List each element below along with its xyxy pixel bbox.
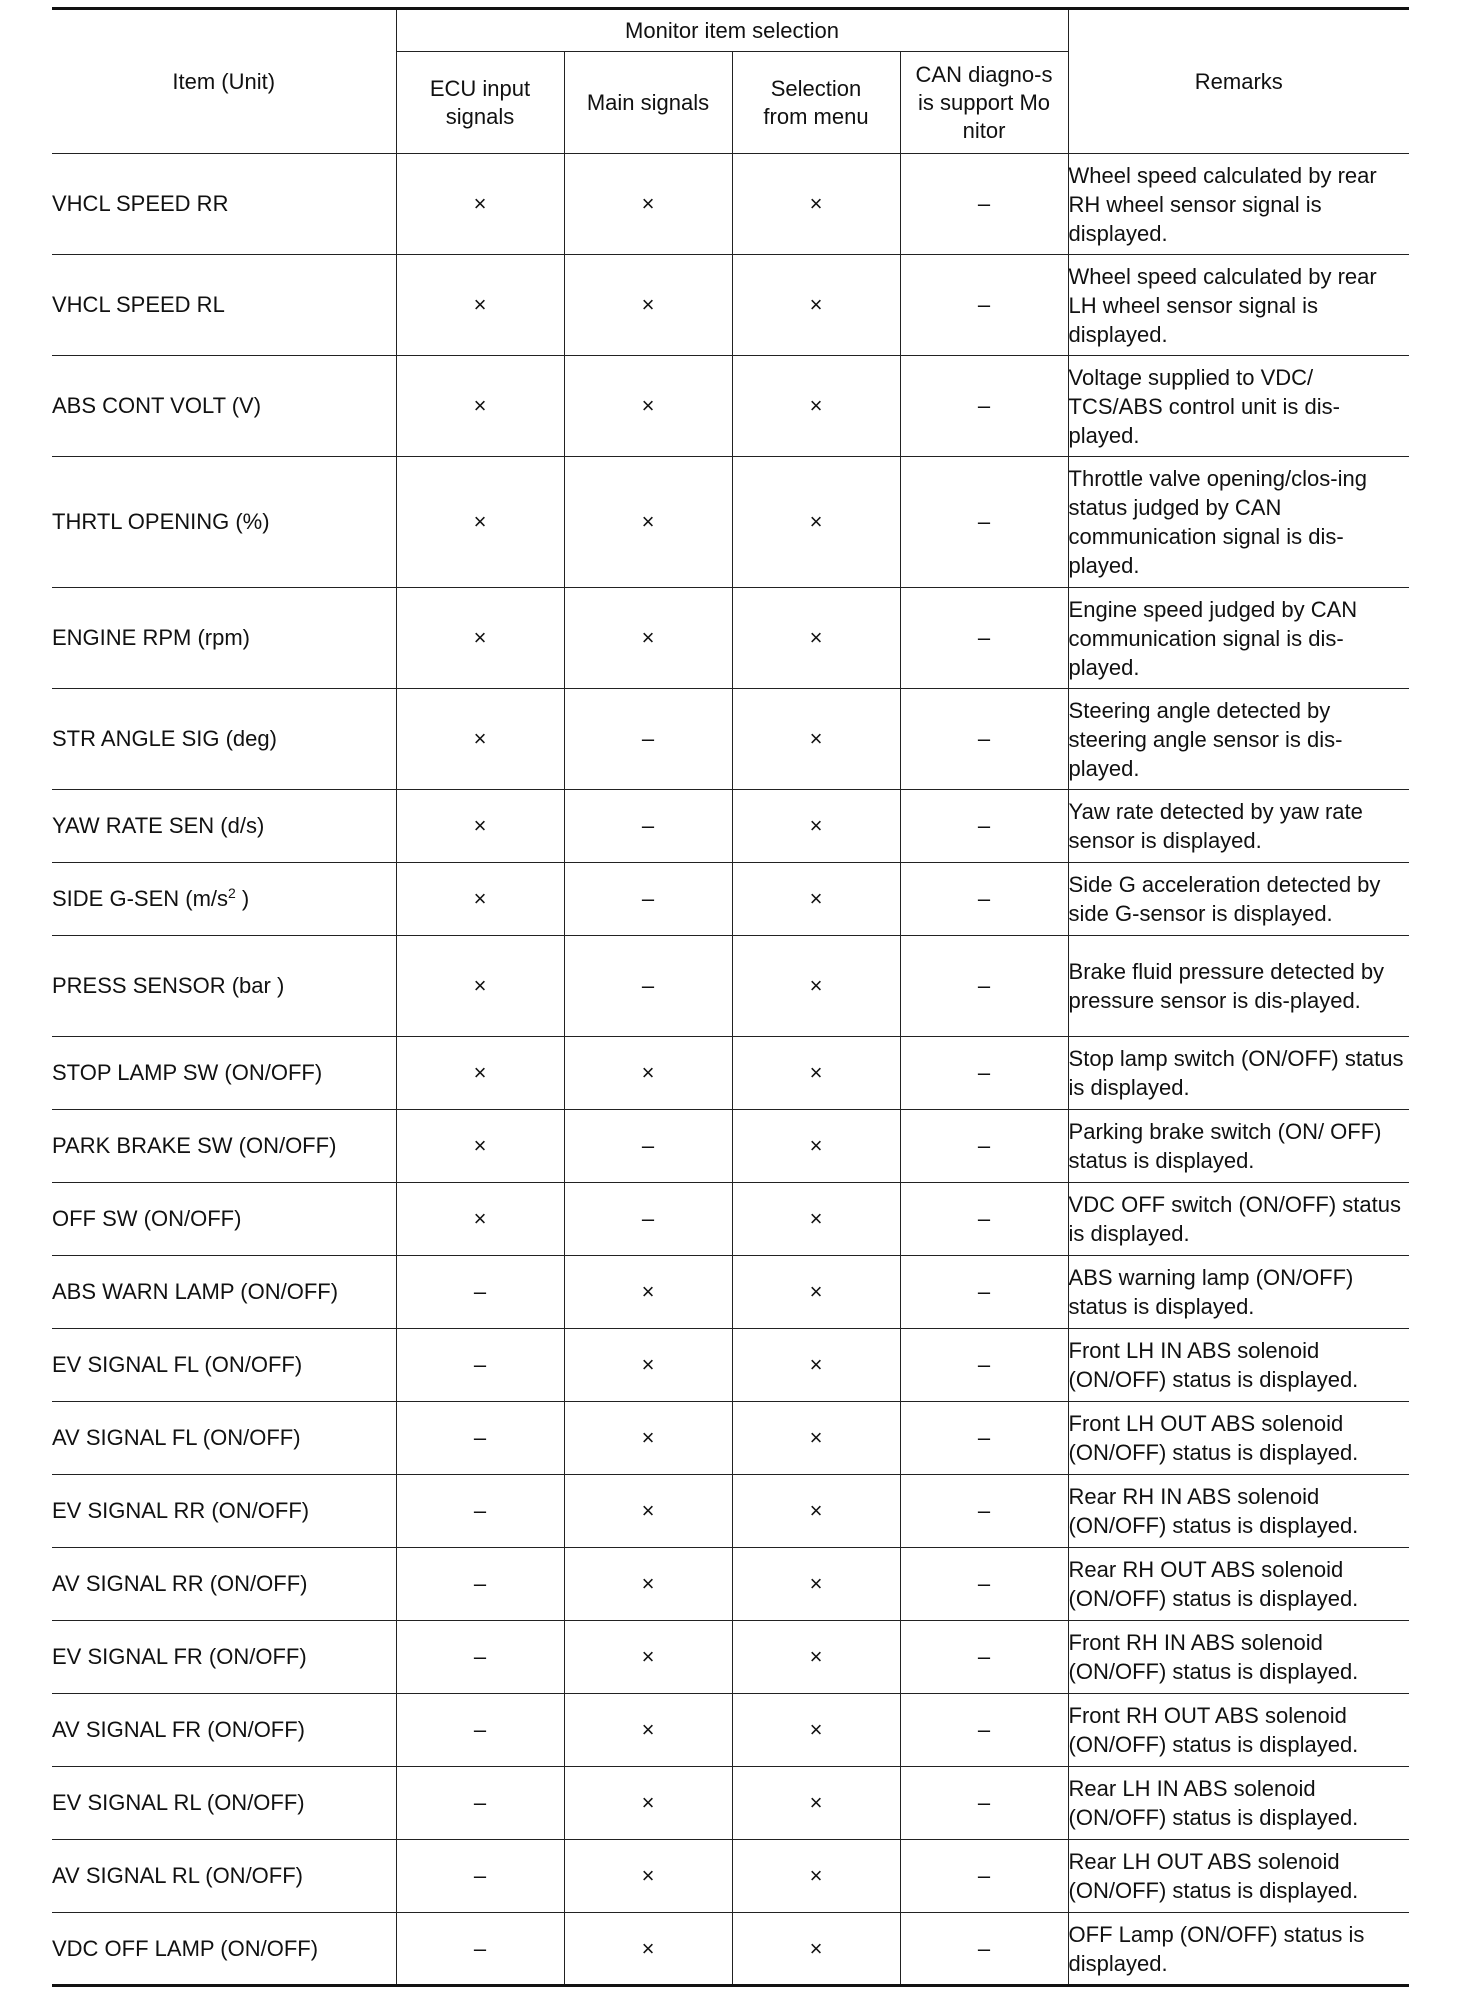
table-row: [52, 1402, 1409, 1475]
remarks-cell: Voltage supplied to VDC/ TCS/ABS control unit is dis-played.: [1068, 356, 1409, 457]
item-cell: [52, 1037, 396, 1110]
main-mark-cell: ×: [564, 154, 732, 255]
header-main-signals: Main signals: [564, 52, 732, 154]
can-mark-cell: –: [900, 936, 1068, 1037]
table-row: [52, 936, 1409, 1037]
item-label: VHCL SPEED RR: [52, 191, 229, 216]
main-mark-cell: ×: [564, 255, 732, 356]
item-label: YAW RATE SEN (d/s): [52, 813, 265, 838]
item-label: EV SIGNAL FL (ON/OFF): [52, 1352, 303, 1377]
main-mark-cell: –: [564, 936, 732, 1037]
table-row: [52, 588, 1409, 689]
main-mark-cell: ×: [564, 1475, 732, 1548]
remarks-cell: OFF Lamp (ON/OFF) status is displayed.: [1068, 1913, 1409, 1986]
item-cell: [52, 689, 396, 790]
item-label: AV SIGNAL RR (ON/OFF): [52, 1571, 308, 1596]
table-row: [52, 1475, 1409, 1548]
remarks-cell: Parking brake switch (ON/ OFF) status is displayed.: [1068, 1110, 1409, 1183]
remarks-cell: Front RH IN ABS solenoid (ON/OFF) status is displayed.: [1068, 1621, 1409, 1694]
menu-mark-cell: ×: [732, 1694, 900, 1767]
remarks-cell: Side G acceleration detected by side G-sensor is displayed.: [1068, 863, 1409, 936]
main-mark-cell: ×: [564, 1329, 732, 1402]
can-mark-cell: –: [900, 1256, 1068, 1329]
can-mark-cell: –: [900, 863, 1068, 936]
ecu-mark-cell: –: [396, 1548, 564, 1621]
can-mark-cell: –: [900, 689, 1068, 790]
table-row: [52, 1548, 1409, 1621]
ecu-mark-cell: –: [396, 1475, 564, 1548]
remarks-cell: Rear LH IN ABS solenoid (ON/OFF) status is displayed.: [1068, 1767, 1409, 1840]
table-row: [52, 1621, 1409, 1694]
main-mark-cell: ×: [564, 356, 732, 457]
menu-mark-cell: ×: [732, 588, 900, 689]
can-mark-cell: –: [900, 588, 1068, 689]
can-mark-cell: –: [900, 1329, 1068, 1402]
table-row: [52, 1110, 1409, 1183]
header-ecu-input-signals: ECU input signals: [396, 52, 564, 154]
ecu-mark-cell: ×: [396, 1110, 564, 1183]
item-cell: [52, 1767, 396, 1840]
menu-mark-cell: ×: [732, 1621, 900, 1694]
table-row: [52, 1767, 1409, 1840]
can-mark-cell: –: [900, 1840, 1068, 1913]
item-cell: [52, 1329, 396, 1402]
item-cell: [52, 1183, 396, 1256]
ecu-mark-cell: –: [396, 1402, 564, 1475]
ecu-mark-cell: ×: [396, 689, 564, 790]
can-mark-cell: –: [900, 1621, 1068, 1694]
header-selection-from-menu: Selection from menu: [732, 52, 900, 154]
item-cell: [52, 1840, 396, 1913]
ecu-mark-cell: –: [396, 1256, 564, 1329]
table-row: [52, 1913, 1409, 1986]
main-mark-cell: ×: [564, 1840, 732, 1913]
header-can-diagnosis-support-monitor: CAN diagno-sis support Monitor: [900, 52, 1068, 154]
item-superscript: 2: [228, 885, 236, 901]
menu-mark-cell: ×: [732, 1913, 900, 1986]
remarks-cell: Rear LH OUT ABS solenoid (ON/OFF) status is displayed.: [1068, 1840, 1409, 1913]
item-label: VDC OFF LAMP (ON/OFF): [52, 1935, 319, 1961]
item-cell: [52, 1694, 396, 1767]
can-mark-cell: –: [900, 1475, 1068, 1548]
main-mark-cell: –: [564, 790, 732, 863]
item-cell: [52, 1402, 396, 1475]
ecu-mark-cell: –: [396, 1694, 564, 1767]
remarks-cell: Rear RH OUT ABS solenoid (ON/OFF) status is displayed.: [1068, 1548, 1409, 1621]
ecu-mark-cell: ×: [396, 255, 564, 356]
menu-mark-cell: ×: [732, 356, 900, 457]
remarks-cell: Wheel speed calculated by rear RH wheel sensor signal is displayed.: [1068, 154, 1409, 255]
menu-mark-cell: ×: [732, 457, 900, 588]
menu-mark-cell: ×: [732, 863, 900, 936]
main-mark-cell: ×: [564, 1037, 732, 1110]
can-mark-cell: –: [900, 1183, 1068, 1256]
table-row: [52, 863, 1409, 936]
menu-mark-cell: ×: [732, 1475, 900, 1548]
main-mark-cell: ×: [564, 1767, 732, 1840]
remarks-cell: Steering angle detected by steering angle sensor is dis-played.: [1068, 689, 1409, 790]
main-mark-cell: ×: [564, 1621, 732, 1694]
table-row: [52, 255, 1409, 356]
main-mark-cell: ×: [564, 1913, 732, 1986]
item-label: EV SIGNAL RR (ON/OFF): [52, 1498, 310, 1523]
remarks-cell: Engine speed judged by CAN communication signal is dis-played.: [1068, 588, 1409, 689]
ecu-mark-cell: ×: [396, 863, 564, 936]
remarks-cell: Rear RH IN ABS solenoid (ON/OFF) status is displayed.: [1068, 1475, 1409, 1548]
main-mark-cell: ×: [564, 1694, 732, 1767]
can-mark-cell: –: [900, 1110, 1068, 1183]
table-row: [52, 1037, 1409, 1110]
item-label: OFF SW (ON/OFF): [52, 1206, 242, 1231]
ecu-mark-cell: ×: [396, 356, 564, 457]
item-cell: [52, 255, 396, 356]
can-mark-cell: –: [900, 1548, 1068, 1621]
can-mark-cell: –: [900, 457, 1068, 588]
table-row: [52, 1256, 1409, 1329]
item-cell: [52, 1913, 396, 1986]
item-cell: [52, 457, 396, 588]
table-row: [52, 154, 1409, 255]
remarks-cell: Front LH IN ABS solenoid (ON/OFF) status is displayed.: [1068, 1329, 1409, 1402]
can-mark-cell: –: [900, 255, 1068, 356]
main-mark-cell: –: [564, 689, 732, 790]
item-cell: [52, 1110, 396, 1183]
item-cell: [52, 936, 396, 1037]
menu-mark-cell: ×: [732, 1329, 900, 1402]
item-cell: [52, 1548, 396, 1621]
ecu-mark-cell: –: [396, 1767, 564, 1840]
main-mark-cell: ×: [564, 1402, 732, 1475]
remarks-cell: Front LH OUT ABS solenoid (ON/OFF) status is displayed.: [1068, 1402, 1409, 1475]
item-label: PRESS SENSOR (bar ): [52, 973, 285, 998]
remarks-cell: Throttle valve opening/clos-ing status judged by CAN communication signal is dis-played.: [1068, 457, 1409, 588]
item-label: STOP LAMP SW (ON/OFF): [52, 1060, 323, 1085]
ecu-mark-cell: ×: [396, 1183, 564, 1256]
header-remarks: Remarks: [1068, 9, 1409, 154]
menu-mark-cell: ×: [732, 1110, 900, 1183]
remarks-cell: Wheel speed calculated by rear LH wheel sensor signal is displayed.: [1068, 255, 1409, 356]
item-cell: [52, 790, 396, 863]
menu-mark-cell: ×: [732, 1183, 900, 1256]
menu-mark-cell: ×: [732, 1840, 900, 1913]
item-label: AV SIGNAL FR (ON/OFF): [52, 1717, 306, 1742]
table-row: [52, 1329, 1409, 1402]
table-row: [52, 790, 1409, 863]
main-mark-cell: –: [564, 1110, 732, 1183]
item-label: AV SIGNAL FL (ON/OFF): [52, 1425, 301, 1450]
item-label: SIDE G-SEN (m/s: [52, 886, 229, 911]
item-cell: [52, 1475, 396, 1548]
main-mark-cell: ×: [564, 457, 732, 588]
can-mark-cell: –: [900, 1037, 1068, 1110]
menu-mark-cell: ×: [732, 1548, 900, 1621]
table-row: [52, 457, 1409, 588]
header-monitor-item-selection: Monitor item selection: [396, 9, 1068, 52]
menu-mark-cell: ×: [732, 154, 900, 255]
can-mark-cell: –: [900, 356, 1068, 457]
remarks-cell: Yaw rate detected by yaw rate sensor is displayed.: [1068, 790, 1409, 863]
can-mark-cell: –: [900, 1694, 1068, 1767]
item-label-tail: ): [235, 886, 250, 911]
remarks-cell: ABS warning lamp (ON/OFF) status is displayed.: [1068, 1256, 1409, 1329]
ecu-mark-cell: ×: [396, 588, 564, 689]
table-row: [52, 1694, 1409, 1767]
main-mark-cell: –: [564, 863, 732, 936]
can-mark-cell: –: [900, 1913, 1068, 1986]
item-label: PARK BRAKE SW (ON/OFF): [52, 1133, 337, 1158]
main-mark-cell: ×: [564, 1256, 732, 1329]
item-label: THRTL OPENING (%): [52, 509, 270, 534]
main-mark-cell: –: [564, 1183, 732, 1256]
item-label: EV SIGNAL FR (ON/OFF): [52, 1644, 307, 1669]
main-mark-cell: ×: [564, 588, 732, 689]
item-label: ABS WARN LAMP (ON/OFF): [52, 1279, 339, 1304]
menu-mark-cell: ×: [732, 1767, 900, 1840]
item-cell: [52, 588, 396, 689]
menu-mark-cell: ×: [732, 1037, 900, 1110]
monitor-item-table: [52, 7, 1409, 1987]
ecu-mark-cell: ×: [396, 936, 564, 1037]
menu-mark-cell: ×: [732, 1402, 900, 1475]
remarks-cell: Front RH OUT ABS solenoid (ON/OFF) status is displayed.: [1068, 1694, 1409, 1767]
can-mark-cell: –: [900, 790, 1068, 863]
item-cell: [52, 154, 396, 255]
table-row: [52, 689, 1409, 790]
item-label: VHCL SPEED RL: [52, 292, 225, 317]
can-mark-cell: –: [900, 154, 1068, 255]
table-row: [52, 1183, 1409, 1256]
ecu-mark-cell: –: [396, 1621, 564, 1694]
ecu-mark-cell: ×: [396, 790, 564, 863]
ecu-mark-cell: –: [396, 1840, 564, 1913]
ecu-mark-cell: –: [396, 1913, 564, 1986]
item-label: ABS CONT VOLT (V): [52, 393, 262, 418]
remarks-cell: Stop lamp switch (ON/OFF) status is displayed.: [1068, 1037, 1409, 1110]
ecu-mark-cell: ×: [396, 154, 564, 255]
header-item-unit: Item (Unit): [52, 9, 396, 154]
remarks-cell: VDC OFF switch (ON/OFF) status is displayed.: [1068, 1183, 1409, 1256]
menu-mark-cell: ×: [732, 689, 900, 790]
item-cell: [52, 863, 396, 936]
ecu-mark-cell: ×: [396, 457, 564, 588]
item-label: EV SIGNAL RL (ON/OFF): [52, 1790, 305, 1815]
remarks-cell: Brake fluid pressure detected by pressure sensor is dis-played.: [1068, 936, 1409, 1037]
table-row: [52, 356, 1409, 457]
can-mark-cell: –: [900, 1767, 1068, 1840]
item-label: AV SIGNAL RL (ON/OFF): [52, 1863, 303, 1888]
menu-mark-cell: ×: [732, 255, 900, 356]
menu-mark-cell: ×: [732, 936, 900, 1037]
table-row: [52, 1840, 1409, 1913]
item-label: ENGINE RPM (rpm): [52, 625, 250, 650]
ecu-mark-cell: ×: [396, 1037, 564, 1110]
ecu-mark-cell: –: [396, 1329, 564, 1402]
main-mark-cell: ×: [564, 1548, 732, 1621]
can-mark-cell: –: [900, 1402, 1068, 1475]
item-label: STR ANGLE SIG (deg): [52, 726, 277, 751]
item-cell: [52, 1256, 396, 1329]
item-cell: [52, 356, 396, 457]
menu-mark-cell: ×: [732, 790, 900, 863]
menu-mark-cell: ×: [732, 1256, 900, 1329]
item-cell: [52, 1621, 396, 1694]
